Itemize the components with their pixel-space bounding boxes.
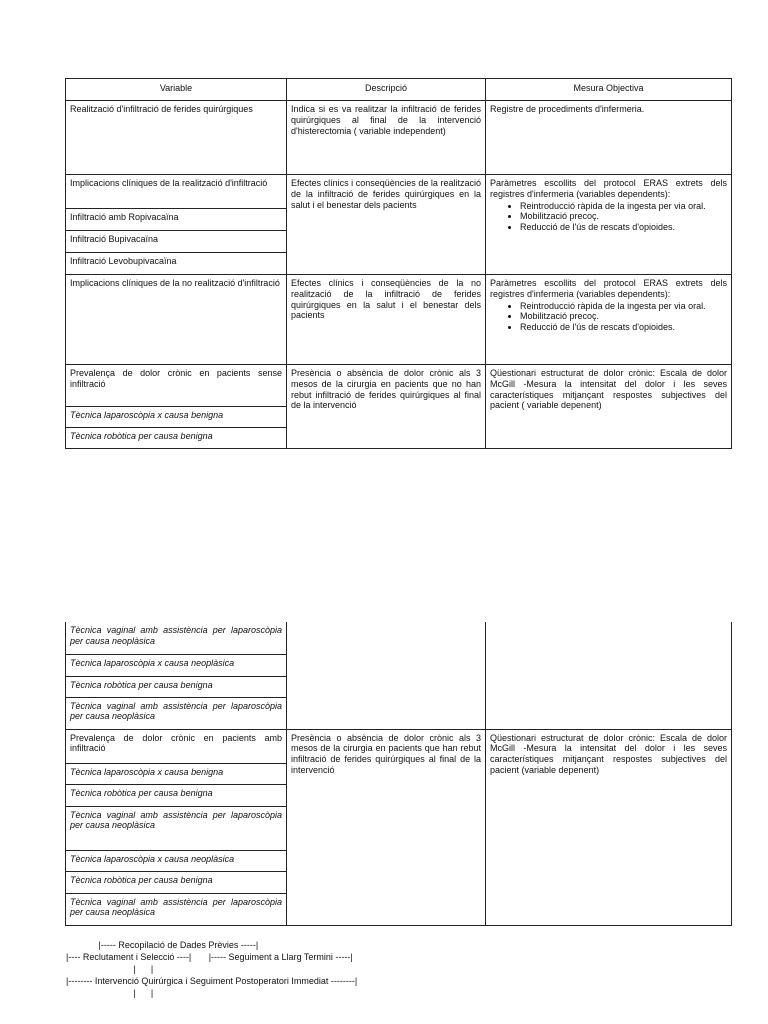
row1-mesura: Registre de procediments d'infermeria. (486, 101, 732, 175)
row4-mesura: Qüestionari estructurat de dolor crònic: Escala de dolor McGill -Mesura la intensitat del dolor i les seves característiques mitjançant respostes subjectives del pacient ( variable depenent) (486, 365, 732, 449)
row5-sub: Tècnica robòtica per causa benigna (66, 784, 287, 806)
row5-variable: Prevalença de dolor crònic en pacients amb infiltració (66, 729, 287, 763)
row4-sub: Tècnica robòtica per causa benigna (66, 428, 287, 449)
header-variable: Variable (66, 79, 287, 101)
row5-descripcio: Presència o absència de dolor crònic als 3 mesos de la cirurgia en pacients que han rebut infiltració de ferides quirúrgiques al final de la intervenció (287, 729, 486, 925)
row2-sub: Infiltració Levobupivacaïna (66, 253, 287, 275)
list-item: • Reintroducció ràpida de la ingesta per via oral. (520, 301, 727, 312)
row5-sub: Tècnica laparoscòpia x causa neoplàsica (66, 850, 287, 871)
cont-descripcio-empty (287, 622, 486, 729)
diagram-line: |-------- Intervenció Quirúrgica i Seguiment Postoperatori Immediat --------| (66, 976, 358, 986)
diagram-line: | | (66, 964, 154, 974)
row2-variable: Implicacions clíniques de la realització d'infiltració (66, 175, 287, 209)
row4-descripcio: Presència o absència de dolor crònic als 3 mesos de la cirurgia en pacients que no han rebut infiltració de ferides quirúrgiques al final de la intervenció (287, 365, 486, 449)
list-item: • Reducció de l'ús de rescats d'opioides. (520, 322, 727, 333)
row2-descripcio: Efectes clínics i conseqüències de la realització de la infiltració de ferides quirúrgiques en la salut i el benestar dels pacients (287, 175, 486, 275)
header-mesura: Mesura Objectiva (486, 79, 732, 101)
row5-sub: Tècnica vaginal amb assistència per laparoscòpia per causa neoplàsica (66, 806, 287, 850)
row5-sub: Tècnica robòtica per causa benigna (66, 871, 287, 893)
cont-sub: Tècnica laparoscòpia x causa neoplàsica (66, 654, 287, 676)
row2-sub: Infiltració Bupivacaïna (66, 231, 287, 253)
row2-sub: Infiltració amb Ropivacaïna (66, 209, 287, 231)
row3-mesura (486, 275, 732, 365)
diagram-line: |---- Reclutament i Selecció ----| |----- Seguiment a Llarg Termini -----| (66, 952, 353, 962)
row3-mesura-intro: Paràmetres escollits del protocol ERAS extrets dels registres d'infermeria (variables dependents): (490, 278, 727, 299)
diagram-line: |----- Recopilació de Dades Prèvies -----| (66, 940, 259, 950)
list-item: • Mobilització precoç. (520, 311, 727, 322)
cont-sub: Tècnica vaginal amb assistència per laparoscòpia per causa neoplàsica (66, 622, 287, 654)
cont-mesura-empty (486, 622, 732, 729)
row2-mesura (486, 175, 732, 275)
row3-descripcio: Efectes clínics i conseqüències de la no realització de la infiltració de ferides quirúrgiques en la salut i el benestar dels pacients (287, 275, 486, 365)
row5-sub: Tècnica vaginal amb assistència per laparoscòpia per causa neoplàsica (66, 893, 287, 925)
row4-sub: Tècnica laparoscòpia x causa benigna (66, 407, 287, 428)
list-item: • Reintroducció ràpida de la ingesta per via oral. (520, 201, 727, 212)
row2-bullet-list (490, 201, 727, 233)
row4-variable: Prevalença de dolor crònic en pacients sense infiltració (66, 365, 287, 407)
row5-sub: Tècnica laparoscòpia x causa benigna (66, 763, 287, 784)
row1-variable: Realització d'infiltració de ferides quirúrgiques (66, 101, 287, 175)
cont-sub: Tècnica robòtica per causa benigna (66, 676, 287, 697)
timeline-diagram (66, 940, 466, 1000)
row1-descripcio: Indica si es va realitzar la infiltració de ferides quirúrgiques al final de la intervenció d'histerectomia ( variable independent) (287, 101, 486, 175)
list-item: • Mobilització precoç. (520, 211, 727, 222)
diagram-line: | | (66, 988, 154, 998)
row3-bullet-list (490, 301, 727, 333)
header-descripcio: Descripció (287, 79, 486, 101)
row2-mesura-intro: Paràmetres escollits del protocol ERAS extrets dels registres d'infermeria (variables dependents): (490, 178, 727, 199)
row3-variable: Implicacions clíniques de la no realització d'infiltració (66, 275, 287, 365)
variables-table (65, 78, 732, 449)
row5-mesura: Qüestionari estructurat de dolor crònic: Escala de dolor McGill -Mesura la intensitat del dolor i les seves característiques mitjançant respostes subjectives del pacient (variable depenent) (486, 729, 732, 925)
list-item: • Reducció de l'ús de rescats d'opioides. (520, 222, 727, 233)
cont-sub: Tècnica vaginal amb assistència per laparoscòpia per causa neoplàsica (66, 697, 287, 729)
variables-table-continued (65, 622, 732, 926)
